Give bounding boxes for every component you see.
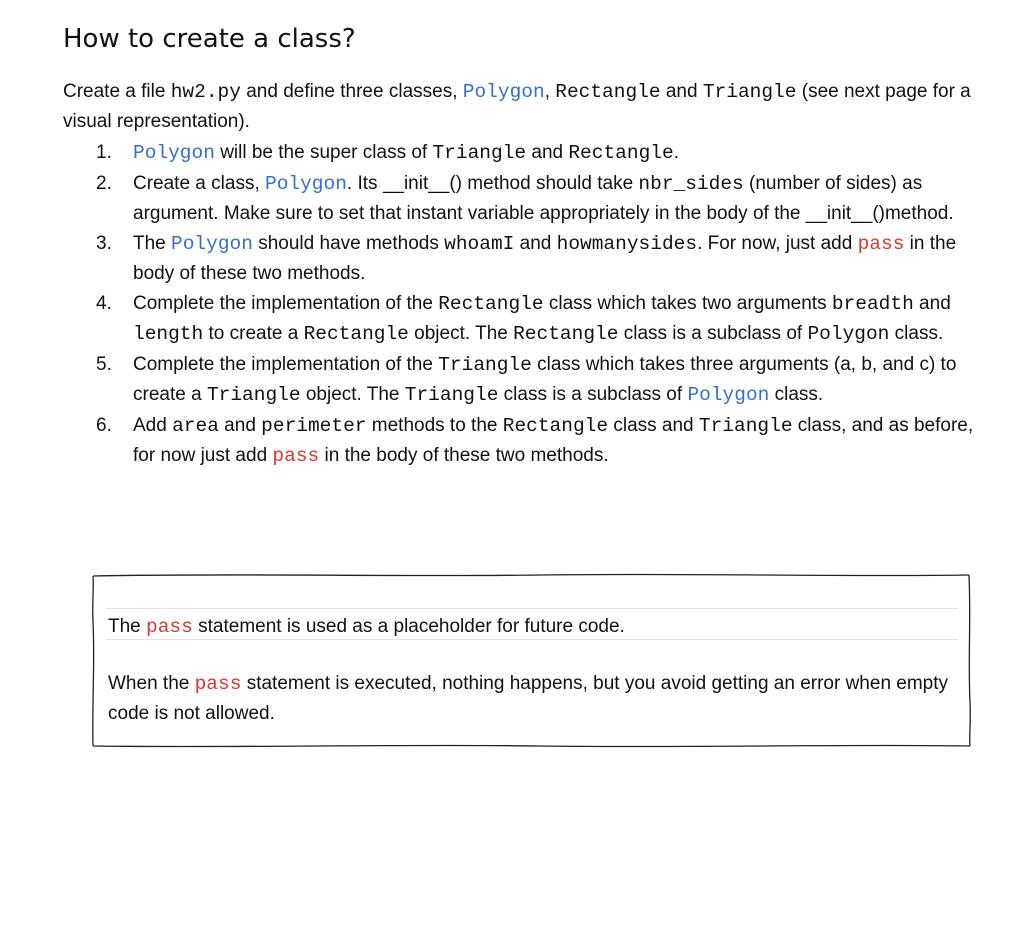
step-text: class is a subclass of — [618, 323, 808, 344]
step-text: and — [913, 292, 951, 314]
intro-text: Create a file — [63, 81, 171, 102]
code-area: area — [172, 414, 219, 437]
step-text: to create a — [203, 323, 304, 344]
steps-list — [96, 138, 976, 472]
intro-text: (see next page for a visual representation). — [63, 81, 971, 132]
intro-text: , — [544, 81, 556, 102]
step-item — [96, 350, 976, 411]
step-text: The — [133, 232, 172, 254]
code-rectangle: Rectangle — [303, 323, 409, 345]
step-number: 2. — [96, 172, 112, 194]
class-name-rectangle: Rectangle — [555, 81, 661, 103]
step-text: should have methods — [252, 232, 445, 254]
code-polygon: Polygon — [807, 323, 890, 345]
note-text: The — [108, 616, 147, 637]
step-text: class which takes three arguments (a, b, and c) to create a — [133, 353, 957, 405]
step-number: 1. — [96, 142, 112, 163]
step-number: 5. — [96, 353, 112, 375]
divider — [106, 639, 958, 640]
code-perimeter: perimeter — [261, 414, 367, 437]
step-text: . Its __init__() method should take — [346, 172, 639, 194]
step-text: class. — [769, 384, 824, 405]
step-text: class. — [889, 323, 944, 344]
step-text: Create a class, — [133, 172, 265, 194]
intro-paragraph — [63, 77, 973, 137]
divider — [106, 608, 958, 609]
note-line — [108, 669, 958, 729]
step-item — [96, 138, 976, 169]
step-text: class and — [608, 414, 699, 436]
step-text: . — [673, 142, 679, 163]
step-text: class, and as before, for now just add — [133, 414, 974, 466]
code-polygon: Polygon — [133, 142, 215, 164]
code-breadth: breadth — [831, 292, 914, 315]
step-number: 4. — [96, 292, 112, 314]
note-text: When the — [108, 673, 195, 694]
step-item — [96, 289, 976, 350]
code-polygon: Polygon — [171, 232, 253, 255]
step-number: 3. — [96, 232, 112, 254]
step-text: and — [218, 414, 262, 436]
code-rectangle: Rectangle — [502, 414, 609, 437]
step-text: Complete the implementation of the — [133, 353, 439, 375]
step-text: Complete the implementation of the — [133, 292, 439, 314]
code-pass: pass — [272, 445, 320, 467]
step-text: class is a subclass of — [498, 384, 688, 405]
code-triangle: Triangle — [432, 142, 527, 164]
intro-text: and define three classes, — [240, 81, 463, 102]
step-item — [96, 229, 976, 289]
step-text: . For now, just add — [697, 232, 858, 254]
code-length: length — [133, 323, 204, 345]
code-triangle: Triangle — [438, 353, 532, 376]
code-triangle: Triangle — [404, 384, 499, 406]
code-triangle: Triangle — [698, 414, 793, 437]
step-text: will be the super class of — [214, 142, 433, 163]
code-rectangle: Rectangle — [438, 292, 544, 315]
step-text: in the body of these two methods. — [319, 445, 609, 466]
step-text: object. The — [300, 384, 405, 405]
step-text: object. The — [408, 323, 514, 344]
step-item — [96, 411, 976, 472]
step-text: and — [526, 142, 569, 163]
note-line — [108, 612, 625, 642]
step-text: in the body of these two methods. — [133, 232, 957, 284]
step-text: methods to the — [366, 414, 503, 436]
code-polygon: Polygon — [265, 172, 347, 195]
step-text: Add — [133, 414, 173, 436]
step-text: and — [514, 232, 557, 254]
code-whoami: whoamI — [444, 232, 515, 255]
code-nbr-sides: nbr_sides — [638, 172, 744, 195]
code-rectangle: Rectangle — [513, 323, 619, 345]
code-pass: pass — [857, 232, 905, 255]
intro-text: and — [660, 81, 703, 102]
code-polygon: Polygon — [687, 384, 770, 406]
step-text: class which takes two arguments — [543, 292, 832, 314]
code-pass: pass — [194, 673, 242, 695]
code-pass: pass — [146, 616, 193, 638]
step-number: 6. — [96, 414, 112, 436]
page-title: How to create a class? — [63, 24, 356, 54]
class-name-polygon: Polygon — [462, 81, 545, 103]
class-name-triangle: Triangle — [702, 81, 797, 103]
step-text: (number of sides) as argument. Make sure to set that instant variable appropriately in the body of the __init__()method. — [133, 172, 954, 224]
step-item — [96, 169, 976, 229]
code-howmanysides: howmanysides — [556, 232, 698, 255]
file-name-code: hw2.py — [170, 81, 241, 103]
note-text: statement is used as a placeholder for future code. — [192, 616, 625, 637]
note-text: statement is executed, nothing happens, but you avoid getting an error when empty code is not allowed. — [108, 673, 949, 724]
code-rectangle: Rectangle — [568, 142, 674, 164]
note-box — [90, 572, 972, 750]
code-triangle: Triangle — [206, 384, 301, 406]
